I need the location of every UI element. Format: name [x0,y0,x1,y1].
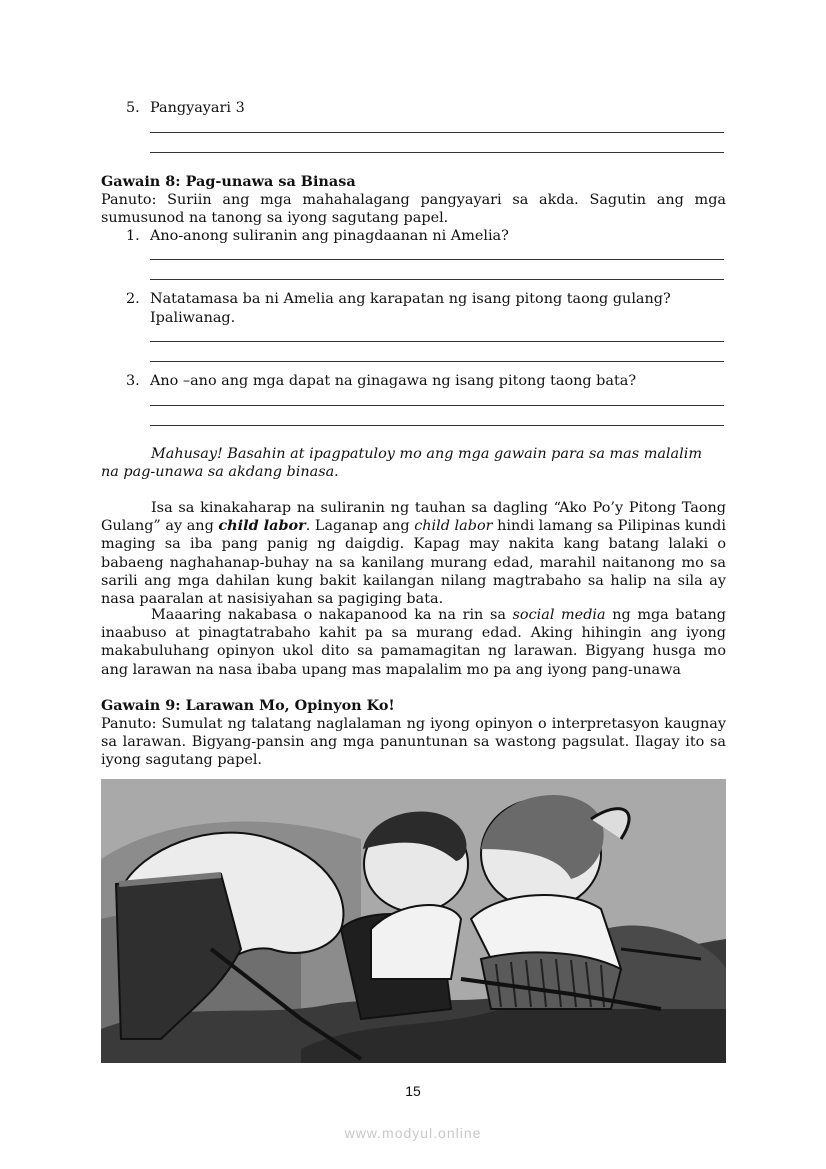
answer-line [150,405,724,406]
question-number: 1. [126,228,140,244]
item-pangyayari-3 [126,100,245,116]
illustration-svg [101,779,726,1063]
question-number: 3. [126,373,140,389]
gawain-9-title: Gawain 9: Larawan Mo, Opinyon Ko! [101,697,395,714]
gawain-9-directions: Panuto: Sumulat ng talatang naglalaman ng iyong opinyon o interpretasyon kaugnay sa larawan. Bigyang-pansin ang mga panuntunan sa wastong pagsulat. Ilagay ito sa iyong sagutang papel. [101,716,726,769]
question-3 [126,373,636,389]
page-number: 15 [405,1083,421,1099]
social-media-term: social media [512,607,606,623]
answer-line [150,132,724,133]
body-paragraph-2: Maaaring nakabasa o nakapanood ka na rin sa social media ng mga batang inaabuso at pinagtatrabaho kahit pa sa murang edad. Aking hihingin ang iyong makabuluhang opinyon ukol dito sa pamamagitan ng larawan. Bigyang husga mo ang larawan na nasa ibaba upang mas mapalalim mo pa ang iyong pang-unawa [101,607,727,678]
question-2-continuation: Ipaliwanag. [150,310,236,326]
question-text: Natatamasa ba ni Amelia ang karapatan ng isang pitong taong gulang? [150,291,671,307]
child-labor-term: child labor [218,517,306,535]
question-number: 2. [126,291,140,307]
answer-line [150,279,724,280]
watermark: www.modyul.online [344,1125,482,1141]
question-2 [126,291,671,307]
answer-line [150,259,724,260]
child-labor-term: child labor [414,518,493,535]
question-1 [126,228,509,244]
children-scavenging-illustration [101,779,726,1063]
question-text: Ano –ano ang mga dapat na ginagawa ng isang pitong taong bata? [150,373,637,389]
encouragement-text: Mahusay! Basahin at ipagpatuloy mo ang mga gawain para sa mas malalim na pag-unawa sa akdang binasa. [101,446,702,481]
gawain-8-directions: Panuto: Suriin ang mga mahahalagang pangyayari sa akda. Sagutin ang mga sumusunod na tanong sa iyong sagutang papel. [101,192,726,227]
gawain-8-title: Gawain 8: Pag-unawa sa Binasa [101,173,356,190]
answer-line [150,361,724,362]
answer-line [150,425,724,426]
item-number: 5. [126,100,140,116]
item-text: Pangyayari 3 [150,100,245,116]
answer-line [150,341,724,342]
answer-line [150,152,724,153]
question-text: Ano-anong suliranin ang pinagdaanan ni Amelia? [150,228,509,244]
body-paragraph-1: Isa sa kinakaharap na suliranin ng tauhan sa dagling “Ako Po’y Pitong Taong Gulang” ay ang child labor. Laganap ang child labor hindi lamang sa Pilipinas kundi maging sa iba pang panig ng daigdig. Kapag may nakita kang batang lalaki o babaeng naghahanap-buhay na sa kanilang murang edad, marahil naitanong mo sa sarili ang mga dahilan kung bakit kailangan nilang magtrabaho sa halip na sila ay nasa paaralan at nasisiyahan sa pagiging bata. [101,500,726,608]
